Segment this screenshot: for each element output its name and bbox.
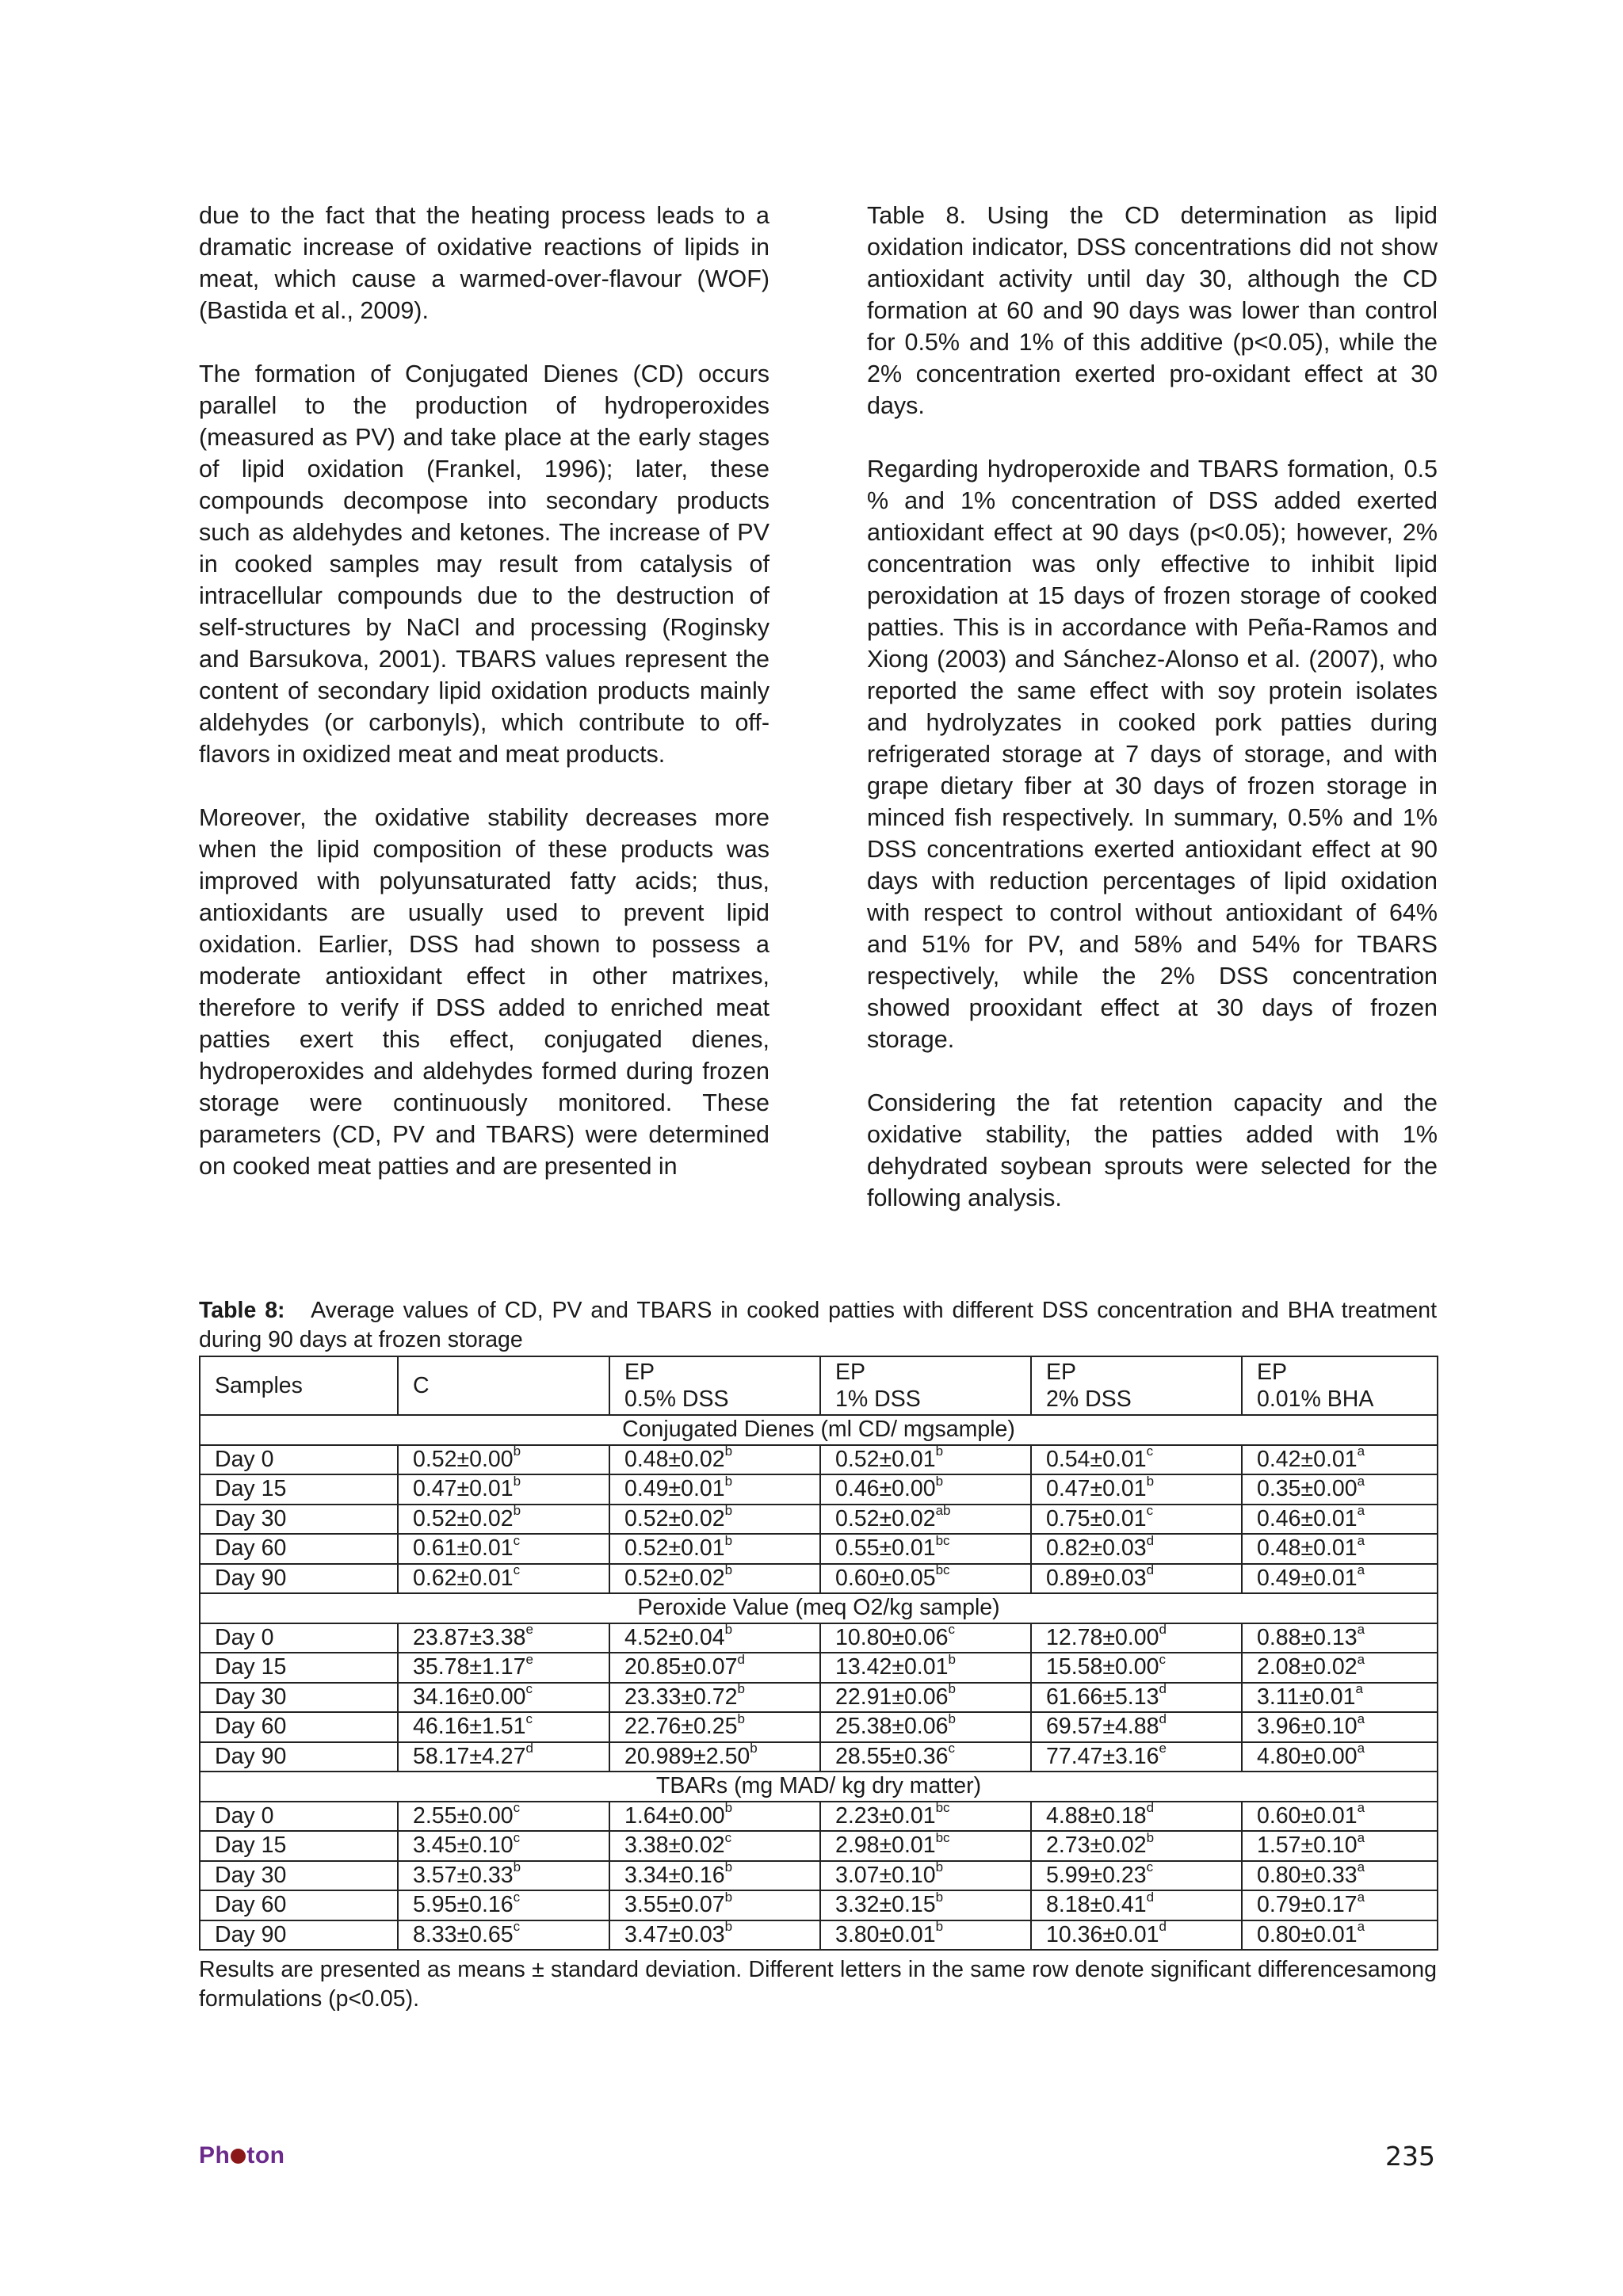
cell-value: 2.55±0.00 [413,1802,514,1829]
cell-value: 0.79±0.17 [1257,1892,1358,1918]
column-header-line: EP [624,1360,655,1385]
cell-significance-letter: a [1357,1444,1365,1459]
table-cell [1031,1890,1242,1920]
cell-significance-letter: b [935,1473,944,1489]
table-cell [1031,1653,1242,1683]
row-label: Day 15 [200,1653,398,1683]
logo-text-prefix: Ph [199,2142,231,2168]
table-cell [609,1712,820,1742]
cell-significance-letter: b [935,1859,944,1875]
cell-value: 0.60±0.01 [1257,1802,1358,1829]
cell-significance-letter: b [750,1741,758,1756]
table-row [200,1890,1438,1920]
cell-value: 2.98±0.01 [835,1833,936,1859]
table-row [200,1683,1438,1713]
table-cell [820,1623,1031,1653]
table-cell [820,1683,1031,1713]
cell-significance-letter: b [724,1919,733,1935]
table-cell [1031,1623,1242,1653]
row-label: Day 15 [200,1474,398,1505]
cell-significance-letter: d [1159,1622,1167,1638]
table-cell [820,1712,1031,1742]
section-title: TBARs (mg MAD/ kg dry matter) [200,1772,1438,1802]
table-cell [1031,1920,1242,1951]
cell-significance-letter: d [1159,1919,1167,1935]
cell-significance-letter: b [1146,1829,1155,1845]
table-cell [1242,1920,1438,1951]
cell-significance-letter: b [513,1859,521,1875]
cell-significance-letter: a [1357,1503,1365,1519]
table-cell [1242,1534,1438,1564]
table-cell [609,1802,820,1832]
cell-significance-letter: d [1159,1681,1167,1697]
cell-value: 0.47±0.01 [1046,1476,1147,1502]
table-cell [1242,1474,1438,1505]
cell-significance-letter: d [1146,1800,1155,1816]
cell-significance-letter: c [1146,1503,1154,1519]
table-cell [398,1623,609,1653]
cell-value: 46.16±1.51 [413,1714,526,1740]
cell-significance-letter: a [1357,1800,1365,1816]
table-row [200,1623,1438,1653]
cell-significance-letter: b [935,1889,944,1905]
cell-significance-letter: b [513,1473,521,1489]
table-cell [1031,1683,1242,1713]
table-cell [398,1474,609,1505]
table-cell [820,1653,1031,1683]
right-paragraph-3: Considering the fat retention capacity and the oxidative stability, the patties added with 1% dehydrated soybean sprouts were selected for the following analysis. [867,1089,1438,1211]
cell-value: 13.42±0.01 [835,1654,949,1680]
cell-significance-letter: a [1357,1829,1365,1845]
cell-value: 23.33±0.72 [624,1684,738,1710]
cell-significance-letter: a [1357,1859,1365,1875]
table-cell [1031,1802,1242,1832]
cell-significance-letter: e [525,1622,533,1638]
column-header-line: C [413,1373,430,1398]
table-cell [1242,1623,1438,1653]
row-label: Day 90 [200,1920,398,1951]
column-header-line: 1% DSS [835,1386,921,1412]
table-row [200,1802,1438,1832]
cell-value: 0.80±0.33 [1257,1862,1358,1888]
cell-value: 0.52±0.01 [835,1446,936,1472]
table-cell [1242,1742,1438,1772]
cell-significance-letter: c [1146,1859,1154,1875]
cell-value: 10.80±0.06 [835,1624,949,1650]
column-header-line: Samples [215,1373,303,1398]
table-cell [398,1920,609,1951]
cell-significance-letter: b [737,1711,745,1726]
section-title: Conjugated Dienes (ml CD/ mgsample) [200,1415,1438,1445]
row-label: Day 0 [200,1623,398,1653]
table-cell [1242,1505,1438,1535]
table-row [200,1742,1438,1772]
cell-significance-letter: d [737,1651,745,1667]
cell-value: 4.88±0.18 [1046,1802,1147,1829]
cell-value: 0.52±0.02 [413,1505,514,1531]
cell-significance-letter: a [1357,1889,1365,1905]
table-cell [1031,1861,1242,1891]
table-cell [398,1445,609,1475]
cell-significance-letter: a [1357,1741,1365,1756]
cell-significance-letter: bc [935,1800,950,1816]
cell-significance-letter: b [724,1859,733,1875]
cell-value: 2.73±0.02 [1046,1833,1147,1859]
table-cell [1031,1445,1242,1475]
cell-significance-letter: c [1159,1651,1166,1667]
table-row [200,1445,1438,1475]
cell-value: 2.23±0.01 [835,1802,936,1829]
cell-value: 4.80±0.00 [1257,1743,1358,1769]
cell-value: 0.46±0.01 [1257,1505,1358,1531]
right-paragraph-1: Table 8. Using the CD determination as lipid oxidation indicator, DSS concentrations did not show antioxidant activity until day 30, although the CD formation at 60 and 90 days was lower than control for 0.5% and 1% of this additive (p<0.05), while the 2% concentration exerted pro-oxidant effect at 30 days. [867,202,1438,419]
photon-logo [199,2142,285,2169]
table-cell [1031,1712,1242,1742]
cell-value: 0.82±0.03 [1046,1535,1147,1562]
cell-significance-letter: c [525,1681,533,1697]
cell-significance-letter: bc [935,1562,950,1578]
cell-significance-letter: b [737,1681,745,1697]
cell-significance-letter: b [513,1503,521,1519]
cell-significance-letter: b [948,1711,956,1726]
cell-significance-letter: b [724,1562,733,1578]
cell-value: 22.76±0.25 [624,1714,738,1740]
table-cell [609,1534,820,1564]
row-label: Day 60 [200,1890,398,1920]
row-label: Day 90 [200,1742,398,1772]
table-cell [609,1445,820,1475]
table-row [200,1653,1438,1683]
column-header [609,1356,820,1415]
cell-significance-letter: c [513,1532,521,1548]
table-row [200,1505,1438,1535]
cell-value: 0.61±0.01 [413,1535,514,1562]
table-cell [1242,1802,1438,1832]
cell-significance-letter: e [525,1651,533,1667]
cell-significance-letter: b [724,1532,733,1548]
cell-value: 3.57±0.33 [413,1862,514,1888]
table-cell [398,1742,609,1772]
cell-value: 0.62±0.01 [413,1565,514,1591]
cell-value: 10.36±0.01 [1046,1921,1159,1947]
table-cell [1031,1534,1242,1564]
results-table [199,1356,1438,1951]
cell-significance-letter: bc [935,1532,950,1548]
table-cell [1031,1474,1242,1505]
cell-value: 61.66±5.13 [1046,1684,1159,1710]
cell-significance-letter: a [1357,1532,1365,1548]
cell-value: 0.80±0.01 [1257,1921,1358,1947]
cell-significance-letter: b [724,1473,733,1489]
cell-value: 8.18±0.41 [1046,1892,1147,1918]
cell-value: 4.52±0.04 [624,1624,725,1650]
table-cell [1242,1653,1438,1683]
table-cell [820,1742,1031,1772]
cell-value: 3.47±0.03 [624,1921,725,1947]
table-cell [820,1831,1031,1861]
column-header-line: 2% DSS [1046,1386,1132,1412]
table-cell [1242,1861,1438,1891]
cell-value: 0.89±0.03 [1046,1565,1147,1591]
cell-significance-letter: c [525,1711,533,1726]
cell-value: 1.57±0.10 [1257,1833,1358,1859]
table-row [200,1831,1438,1861]
cell-value: 8.33±0.65 [413,1921,514,1947]
cell-value: 3.11±0.01 [1257,1684,1356,1710]
cell-value: 2.08±0.02 [1257,1654,1358,1680]
table-cell [609,1683,820,1713]
table-row [200,1474,1438,1505]
column-header-line: EP [835,1360,866,1385]
table-cell [609,1623,820,1653]
table-cell [609,1831,820,1861]
cell-value: 3.45±0.10 [413,1833,514,1859]
cell-value: 0.52±0.02 [835,1505,936,1531]
table-cell [820,1505,1031,1535]
cell-value: 0.52±0.02 [624,1505,725,1531]
cell-significance-letter: b [1146,1473,1155,1489]
table-cell [609,1653,820,1683]
right-paragraph-2: Regarding hydroperoxide and TBARS formation, 0.5 % and 1% concentration of DSS added exerted antioxidant effect at 90 days (p<0.05); however, 2% concentration was only effective to inhibit lipid peroxidation at 15 days of frozen storage of cooked patties. This is in accordance with Peña-Ramos and Xiong (2003) and Sánchez-Alonso et al. (2007), who reported the same effect with soy protein isolates and hydrolyzates in cooked pork patties during refrigerated storage at 7 days of storage, and with grape dietary fiber at 30 days of frozen storage in minced fish respectively. In summary, 0.5% and 1% DSS concentrations exerted antioxidant effect at 90 days with reduction percentages of lipid oxidation with respect to control without antioxidant of 64% and 51% for PV, and 58% and 54% for TBARS respectively, while the 2% DSS concentration showed prooxidant effect at 30 days of frozen storage. [867,456,1438,1053]
cell-value: 5.95±0.16 [413,1892,514,1918]
row-label: Day 30 [200,1861,398,1891]
cell-significance-letter: b [724,1622,733,1638]
cell-significance-letter: bc [935,1829,950,1845]
table-cell [398,1712,609,1742]
cell-value: 5.99±0.23 [1046,1862,1147,1888]
cell-significance-letter: c [513,1800,521,1816]
cell-value: 58.17±4.27 [413,1743,526,1769]
row-label: Day 15 [200,1831,398,1861]
cell-value: 0.60±0.05 [835,1565,936,1591]
table-cell [1031,1831,1242,1861]
table-note: Results are presented as means ± standard deviation. Different letters in the same row denote significant differencesamong formulations (p<0.05). [199,1957,1437,2012]
left-paragraph-2: The formation of Conjugated Dienes (CD) occurs parallel to the production of hydroperoxides (measured as PV) and take place at the early stages of lipid oxidation (Frankel, 1996); later, these compounds decompose into secondary products such as aldehydes and ketones. The increase of PV in cooked samples may result from catalysis of intracellular compounds due to the destruction of self-structures by NaCl and processing (Roginsky and Barsukova, 2001). TBARS values represent the content of secondary lipid oxidation products mainly aldehydes (or carbonyls), which contribute to off-flavors in oxidized meat and meat products. [199,360,769,768]
cell-significance-letter: d [1146,1889,1155,1905]
cell-value: 0.49±0.01 [624,1476,725,1502]
table-cell [398,1890,609,1920]
cell-significance-letter: a [1357,1919,1365,1935]
column-header-line: EP [1046,1360,1077,1385]
table-cell [1031,1742,1242,1772]
table-cell [398,1831,609,1861]
table-header-row [200,1356,1438,1415]
cell-significance-letter: a [1357,1622,1365,1638]
cell-value: 28.55±0.36 [835,1743,949,1769]
table-cell [398,1653,609,1683]
cell-significance-letter: b [948,1681,956,1697]
cell-value: 77.47±3.16 [1046,1743,1159,1769]
table-cell [820,1890,1031,1920]
cell-significance-letter: a [1357,1562,1365,1578]
table-cell [609,1742,820,1772]
table-cell [398,1564,609,1594]
section-header-row [200,1593,1438,1623]
column-header [820,1356,1031,1415]
logo-dot-icon [231,2149,246,2164]
row-label: Day 0 [200,1445,398,1475]
cell-value: 3.80±0.01 [835,1921,936,1947]
table-row [200,1564,1438,1594]
table-cell [609,1505,820,1535]
cell-value: 0.52±0.00 [413,1446,514,1472]
cell-significance-letter: b [724,1800,733,1816]
cell-value: 20.989±2.50 [624,1743,750,1769]
row-label: Day 90 [200,1564,398,1594]
table-cell [609,1861,820,1891]
left-paragraph-3: Moreover, the oxidative stability decreases more when the lipid composition of these products was improved with polyunsaturated fatty acids; thus, antioxidants are usually used to prevent lipid oxidation. Earlier, DSS had shown to possess a moderate antioxidant effect in other matrixes, therefore to verify if DSS added to enriched meat patties exert this effect, conjugated dienes, hydroperoxides and aldehydes formed during frozen storage were continuously monitored. These parameters (CD, PV and TBARS) were determined on cooked meat patties and are presented in [199,804,769,1180]
cell-value: 0.52±0.01 [624,1535,725,1562]
cell-significance-letter: c [948,1622,955,1638]
table-cell [1031,1505,1242,1535]
cell-significance-letter: b [513,1444,521,1459]
cell-significance-letter: b [724,1889,733,1905]
table-caption-label: Table 8: [199,1298,285,1323]
cell-significance-letter: c [513,1562,521,1578]
cell-value: 20.85±0.07 [624,1654,738,1680]
table-cell [609,1890,820,1920]
cell-value: 69.57±4.88 [1046,1714,1159,1740]
table-cell [609,1920,820,1951]
row-label: Day 0 [200,1802,398,1832]
cell-significance-letter: b [935,1919,944,1935]
table-cell [1242,1712,1438,1742]
cell-significance-letter: b [724,1444,733,1459]
page-number: 235 [1385,2141,1435,2172]
cell-value: 15.58±0.00 [1046,1654,1159,1680]
column-header [200,1356,398,1415]
table-row [200,1861,1438,1891]
cell-value: 0.52±0.02 [624,1565,725,1591]
cell-significance-letter: a [1357,1711,1365,1726]
cell-significance-letter: c [724,1829,732,1845]
table-cell [820,1474,1031,1505]
cell-value: 3.38±0.02 [624,1833,725,1859]
table-cell [609,1474,820,1505]
cell-value: 3.34±0.16 [624,1862,725,1888]
cell-value: 0.35±0.00 [1257,1476,1358,1502]
cell-significance-letter: ab [935,1503,951,1519]
column-header-line: 0.01% BHA [1257,1386,1374,1412]
row-label: Day 60 [200,1712,398,1742]
cell-value: 0.46±0.00 [835,1476,936,1502]
table-row [200,1920,1438,1951]
cell-value: 25.38±0.06 [835,1714,949,1740]
cell-value: 12.78±0.00 [1046,1624,1159,1650]
cell-significance-letter: c [513,1829,521,1845]
cell-significance-letter: b [935,1444,944,1459]
cell-significance-letter: b [724,1503,733,1519]
table-cell [398,1505,609,1535]
table-cell [398,1534,609,1564]
table-cell [820,1920,1031,1951]
cell-value: 3.32±0.15 [835,1892,936,1918]
table-cell [1242,1890,1438,1920]
column-header [1242,1356,1438,1415]
cell-significance-letter: a [1357,1473,1365,1489]
table-cell [398,1802,609,1832]
table-row [200,1712,1438,1742]
cell-significance-letter: e [1159,1741,1167,1756]
table-cell [398,1861,609,1891]
cell-value: 0.54±0.01 [1046,1446,1147,1472]
cell-significance-letter: c [513,1919,521,1935]
table-cell [1242,1445,1438,1475]
cell-significance-letter: a [1357,1651,1365,1667]
row-label: Day 60 [200,1534,398,1564]
cell-value: 3.55±0.07 [624,1892,725,1918]
cell-value: 0.47±0.01 [413,1476,514,1502]
column-header [1031,1356,1242,1415]
cell-value: 0.55±0.01 [835,1535,936,1562]
cell-significance-letter: d [1146,1532,1155,1548]
table-cell [1031,1564,1242,1594]
cell-value: 34.16±0.00 [413,1684,526,1710]
table-cell [820,1534,1031,1564]
cell-significance-letter: d [525,1741,533,1756]
left-column [199,200,769,1182]
section-header-row [200,1772,1438,1802]
section-header-row [200,1415,1438,1445]
section-title: Peroxide Value (meq O2/kg sample) [200,1593,1438,1623]
cell-value: 1.64±0.00 [624,1802,725,1829]
table-cell [1242,1683,1438,1713]
cell-significance-letter: b [948,1651,956,1667]
cell-value: 0.49±0.01 [1257,1565,1358,1591]
table-caption-text: Average values of CD, PV and TBARS in cooked patties with different DSS concentration and BHA treatment during 90 days at frozen storage [199,1298,1437,1352]
cell-value: 22.91±0.06 [835,1684,949,1710]
table-cell [1242,1564,1438,1594]
cell-value: 0.48±0.02 [624,1446,725,1472]
table-cell [609,1564,820,1594]
table-cell [820,1802,1031,1832]
logo-text-suffix: ton [246,2142,285,2168]
cell-value: 0.75±0.01 [1046,1505,1147,1531]
right-column [867,200,1438,1214]
cell-value: 0.88±0.13 [1257,1624,1358,1650]
cell-significance-letter: d [1146,1562,1155,1578]
cell-significance-letter: c [1146,1444,1154,1459]
cell-value: 23.87±3.38 [413,1624,526,1650]
cell-significance-letter: c [948,1741,955,1756]
row-label: Day 30 [200,1683,398,1713]
row-label: Day 30 [200,1505,398,1535]
cell-value: 0.48±0.01 [1257,1535,1358,1562]
cell-value: 0.42±0.01 [1257,1446,1358,1472]
table-caption [199,1296,1437,1355]
column-header [398,1356,609,1415]
table-row [200,1534,1438,1564]
cell-significance-letter: a [1355,1681,1363,1697]
table-cell [1242,1831,1438,1861]
table-cell [820,1564,1031,1594]
cell-value: 35.78±1.17 [413,1654,526,1680]
cell-value: 3.07±0.10 [835,1862,936,1888]
column-header-line: 0.5% DSS [624,1386,729,1412]
cell-value: 3.96±0.10 [1257,1714,1358,1740]
left-paragraph-1: due to the fact that the heating process leads to a dramatic increase of oxidative reactions of lipids in meat, which cause a warmed-over-flavour (WOF) (Bastida et al., 2009). [199,202,769,324]
cell-significance-letter: d [1159,1711,1167,1726]
cell-significance-letter: c [513,1889,521,1905]
table-cell [820,1445,1031,1475]
table-cell [820,1861,1031,1891]
column-header-line: EP [1257,1360,1288,1385]
table-cell [398,1683,609,1713]
